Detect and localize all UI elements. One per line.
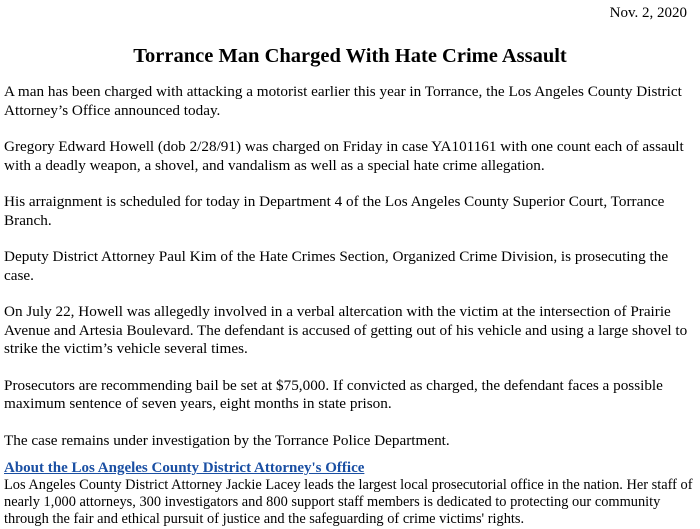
- article-paragraph-prosecutor: Deputy District Attorney Paul Kim of the Hate Crimes Section, Organized Crime Division, is prosecuting the case.: [4, 248, 669, 284]
- article-paragraph-intro: A man has been charged with attacking a motorist earlier this year in Torrance, the Los Angeles County District Attorney’s Office announced today.: [4, 83, 682, 119]
- about-office-link[interactable]: About the Los Angeles County District Attorney's Office: [4, 460, 365, 476]
- article-paragraph-bail: Prosecutors are recommending bail be set at $75,000. If convicted as charged, the defendant faces a possible maximum sentence of seven years, eight months in state prison.: [4, 376, 663, 412]
- article-paragraph-charges: Gregory Edward Howell (dob 2/28/91) was charged on Friday in case YA101161 with one count each of assault with a deadly weapon, a shovel, and vandalism as well as a special hate crime allegation.: [4, 138, 684, 174]
- article-paragraph-arraignment: His arraignment is scheduled for today in Department 4 of the Los Angeles County Superior Court, Torrance Branch.: [4, 193, 665, 229]
- about-section: [4, 460, 696, 528]
- article-body: [4, 83, 696, 468]
- page-title: Torrance Man Charged With Hate Crime Assault: [133, 45, 567, 67]
- article-paragraph-investigation: The case remains under investigation by the Torrance Police Department.: [4, 431, 450, 449]
- about-office-text: Los Angeles County District Attorney Jackie Lacey leads the largest local prosecutorial office in the nation. Her staff of nearly 1,000 attorneys, 300 investigators and 800 support staff members is dedicated to protecting our community through the fair and ethical pursuit of justice and the safeguarding of crime victims' rights.: [4, 477, 693, 527]
- article-paragraph-incident: On July 22, Howell was allegedly involved in a verbal altercation with the victim at the intersection of Prairie Avenue and Artesia Boulevard. The defendant is accused of getting out of his vehicle and using a large shovel to strike the victim’s vehicle several times.: [4, 303, 688, 357]
- release-date: Nov. 2, 2020: [609, 5, 687, 21]
